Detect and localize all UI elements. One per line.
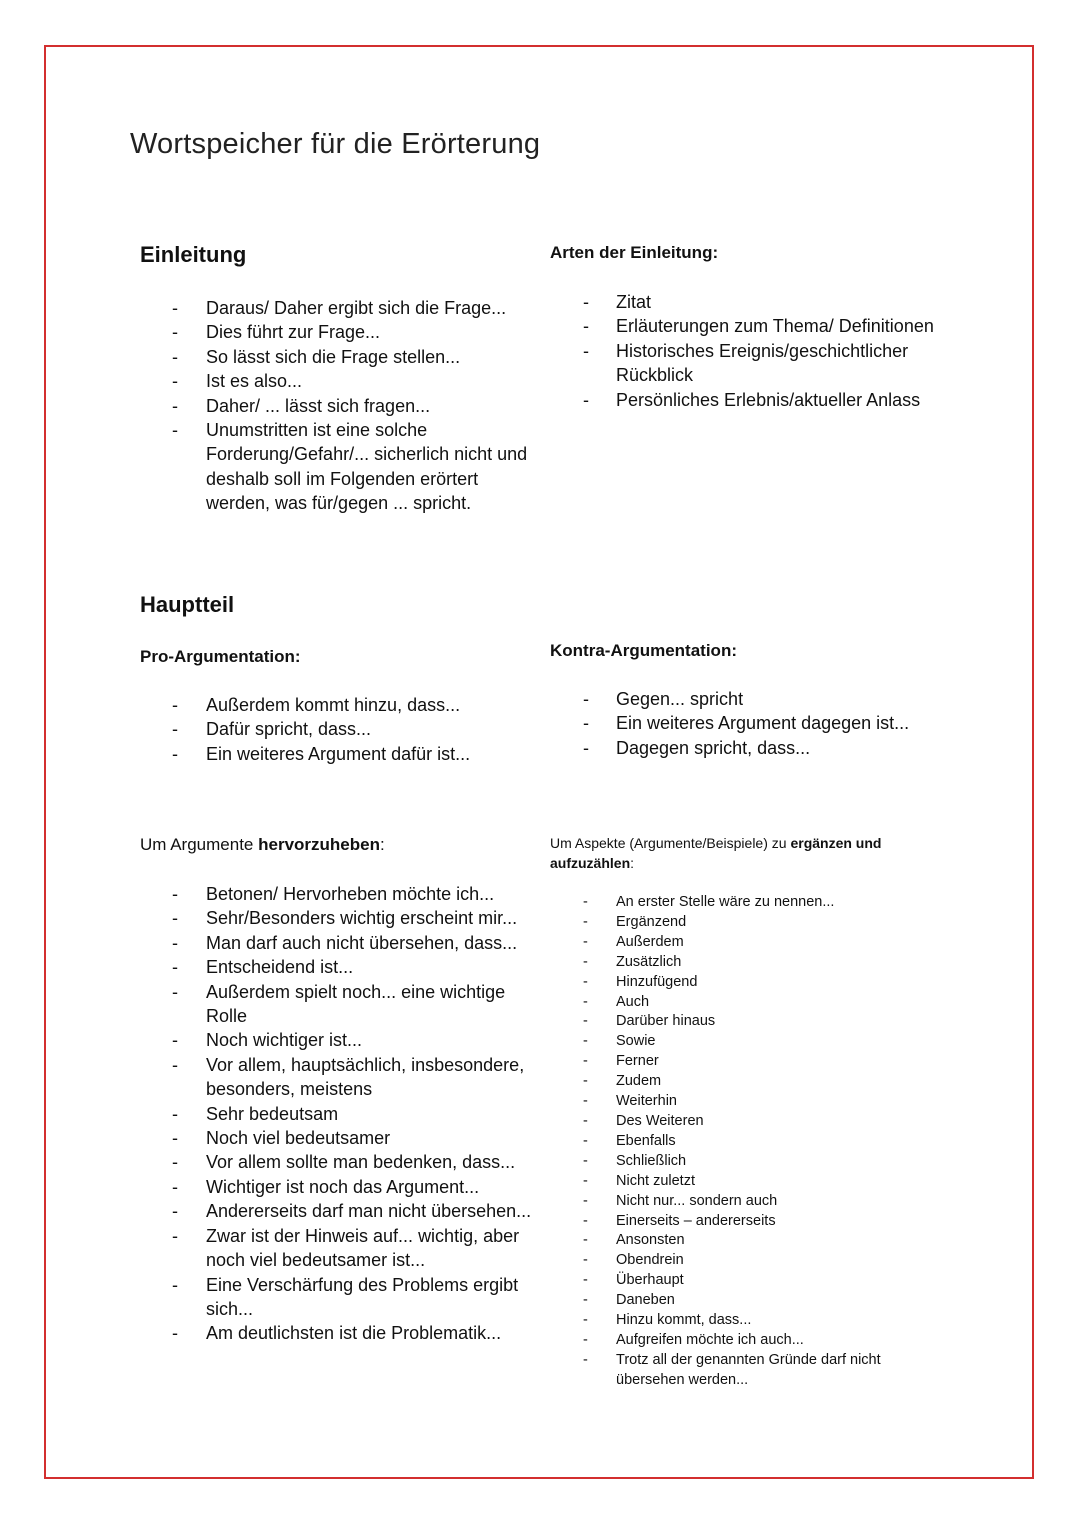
list-item: - Man darf auch nicht übersehen, dass... xyxy=(140,931,540,955)
list-item: - Eine Verschärfung des Problems ergibt sich... xyxy=(140,1273,540,1322)
list-item: - Wichtiger ist noch das Argument... xyxy=(140,1175,540,1199)
list-item: - So lässt sich die Frage stellen... xyxy=(140,345,540,369)
list-item: - Sehr/Besonders wichtig erscheint mir... xyxy=(140,906,540,930)
list-item: - Auch xyxy=(582,993,912,1013)
list-item: - Zitat xyxy=(582,290,942,314)
list-item: - Vor allem, hauptsächlich, insbesondere, besonders, meistens xyxy=(140,1053,540,1102)
list-item: - Zusätzlich xyxy=(582,953,912,973)
list-item: - Ebenfalls xyxy=(582,1132,912,1152)
list-item: - Daraus/ Daher ergibt sich die Frage... xyxy=(140,296,540,320)
list-item: - Andererseits darf man nicht übersehen... xyxy=(140,1199,540,1223)
list-item: - Dagegen spricht, dass... xyxy=(582,736,942,760)
list-item: - Sehr bedeutsam xyxy=(140,1102,540,1126)
arten-list xyxy=(582,290,942,412)
list-item: - Betonen/ Hervorheben möchte ich... xyxy=(140,882,540,906)
pro-list xyxy=(140,693,540,766)
arten-heading: Arten der Einleitung: xyxy=(550,243,719,262)
kontra-list xyxy=(582,687,942,760)
list-item: - Ist es also... xyxy=(140,369,540,393)
list-item: - Zwar ist der Hinweis auf... wichtig, aber noch viel bedeutsamer ist... xyxy=(140,1224,540,1273)
list-item: - Historisches Ereignis/geschichtlicher Rückblick xyxy=(582,339,942,388)
hervorheben-list xyxy=(140,882,540,1346)
list-item: - Hinzu kommt, dass... xyxy=(582,1311,912,1331)
list-item: - Gegen... spricht xyxy=(582,687,942,711)
list-item: - Daneben xyxy=(582,1291,912,1311)
list-item: - Ferner xyxy=(582,1052,912,1072)
list-item: - Am deutlichsten ist die Problematik... xyxy=(140,1321,540,1345)
list-item: - Ansonsten xyxy=(582,1231,912,1251)
pro-heading: Pro-Argumentation: xyxy=(140,647,301,666)
list-item: - Außerdem spielt noch... eine wichtige Rolle xyxy=(140,980,540,1029)
list-item: - Daher/ ... lässt sich fragen... xyxy=(140,394,540,418)
list-item: - Weiterhin xyxy=(582,1092,912,1112)
list-item: - Einerseits – andererseits xyxy=(582,1212,912,1232)
list-item: - Sowie xyxy=(582,1032,912,1052)
hervorheben-heading: Um Argumente hervorzuheben: xyxy=(140,835,385,854)
list-item: - Trotz all der genannten Gründe darf nicht übersehen werden... xyxy=(582,1351,912,1391)
list-item: - Ergänzend xyxy=(582,913,912,933)
list-item: - Noch wichtiger ist... xyxy=(140,1028,540,1052)
list-item: - Obendrein xyxy=(582,1251,912,1271)
list-item: - Vor allem sollte man bedenken, dass... xyxy=(140,1150,540,1174)
list-item: - Außerdem xyxy=(582,933,912,953)
page-title: Wortspeicher für die Erörterung xyxy=(130,128,541,160)
list-item: - Überhaupt xyxy=(582,1271,912,1291)
list-item: - Unumstritten ist eine solche Forderung/Gefahr/... sicherlich nicht und deshalb soll im Folgenden erörtert werden, was für/gegen ... spricht. xyxy=(140,418,540,516)
list-item: - Des Weiteren xyxy=(582,1112,912,1132)
list-item: - Dies führt zur Frage... xyxy=(140,320,540,344)
einleitung-list xyxy=(140,296,540,516)
list-item: - Hinzufügend xyxy=(582,973,912,993)
kontra-heading: Kontra-Argumentation: xyxy=(550,641,737,660)
list-item: - Ein weiteres Argument dagegen ist... xyxy=(582,711,942,735)
list-item: - Noch viel bedeutsamer xyxy=(140,1126,540,1150)
list-item: - Außerdem kommt hinzu, dass... xyxy=(140,693,540,717)
list-item: - Dafür spricht, dass... xyxy=(140,717,540,741)
list-item: - Aufgreifen möchte ich auch... xyxy=(582,1331,912,1351)
hauptteil-heading: Hauptteil xyxy=(140,592,235,617)
list-item: - Ein weiteres Argument dafür ist... xyxy=(140,742,540,766)
list-item: - An erster Stelle wäre zu nennen... xyxy=(582,893,912,913)
ergaenzen-list xyxy=(582,893,912,1391)
list-item: - Nicht zuletzt xyxy=(582,1172,912,1192)
list-item: - Darüber hinaus xyxy=(582,1012,912,1032)
list-item: - Zudem xyxy=(582,1072,912,1092)
list-item: - Persönliches Erlebnis/aktueller Anlass xyxy=(582,388,942,412)
list-item: - Schließlich xyxy=(582,1152,912,1172)
einleitung-heading: Einleitung xyxy=(140,242,247,267)
list-item: - Entscheidend ist... xyxy=(140,955,540,979)
list-item: - Erläuterungen zum Thema/ Definitionen xyxy=(582,314,942,338)
ergaenzen-heading: Um Aspekte (Argumente/Beispiele) zu ergänzen und aufzuzählen: xyxy=(550,835,882,871)
list-item: - Nicht nur... sondern auch xyxy=(582,1192,912,1212)
